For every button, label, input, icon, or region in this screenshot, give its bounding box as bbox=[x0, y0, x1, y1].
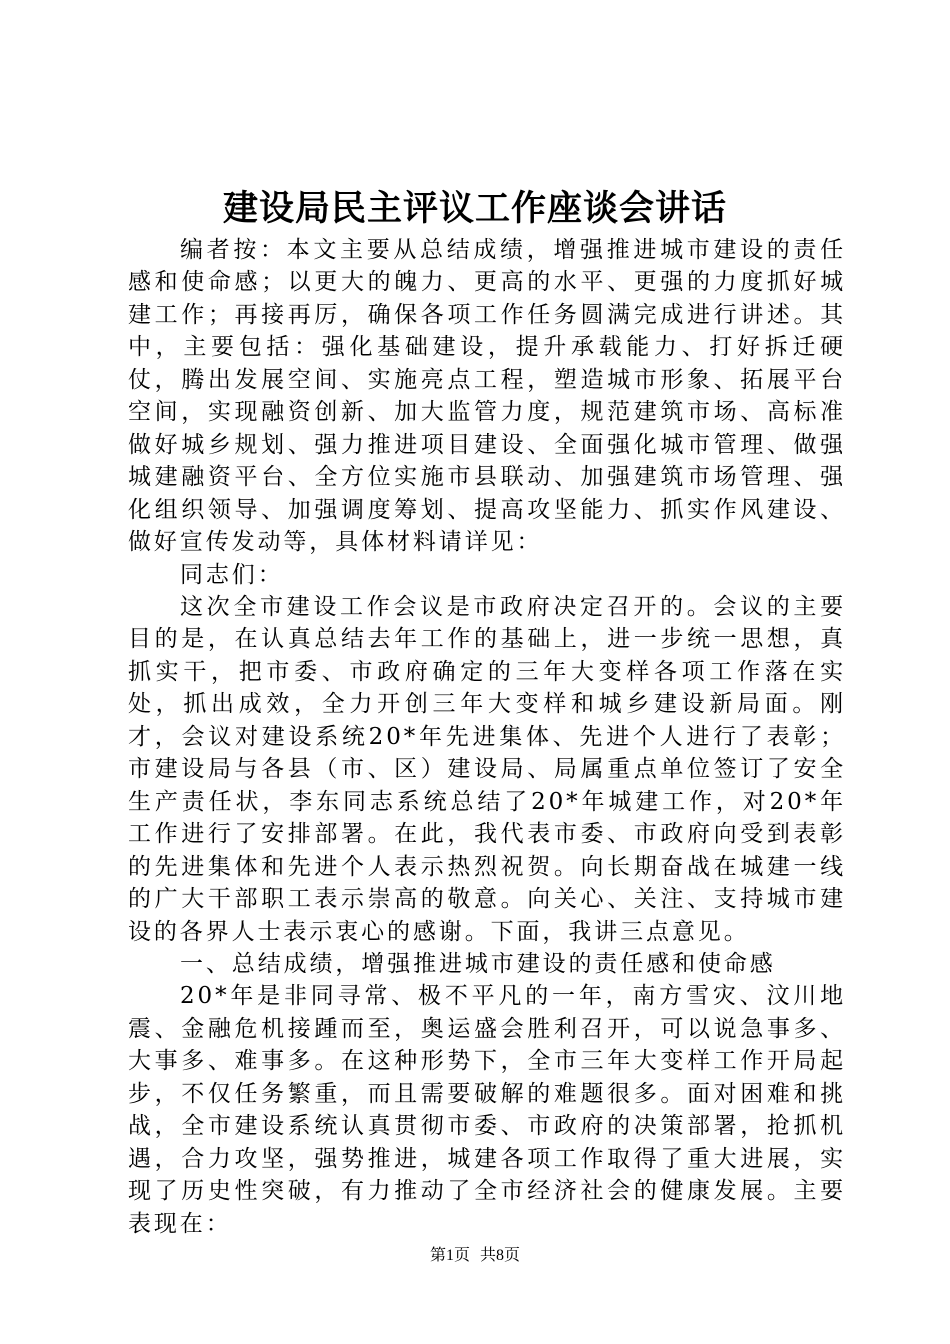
body-paragraph: 20*年是非同寻常、极不平凡的一年，南方雪灾、汶川地震、金融危机接踵而至，奥运盛会胜利召开，可以说急事多、大事多、难事多。在这种形势下，全市三年大变样工作开局起步，不仅任务繁重，而且需要破解的难题很多。面对困难和挑战，全市建设系统认真贯彻市委、市政府的决策部署，抢抓机遇，合力攻坚，强势推进，城建各项工作取得了重大进展，实现了历史性突破，有力推动了全市经济社会的健康发展。主要表现在： bbox=[128, 983, 846, 1237]
document-title: 建设局民主评议工作座谈会讲话 bbox=[222, 188, 727, 229]
salutation-paragraph: 同志们： bbox=[180, 561, 284, 588]
page-footer bbox=[0, 1245, 950, 1267]
page-number: 第1页 bbox=[429, 1247, 470, 1264]
document-body bbox=[128, 234, 846, 1240]
body-paragraph: 这次全市建设工作会议是市政府决定召开的。会议的主要目的是，在认真总结去年工作的基础上，进一步统一思想，真抓实干，把市委、市政府确定的三年大变样各项工作落在实处，抓出成效，全力开创三年大变样和城乡建设新局面。刚才，会议对建设系统20*年先进集体、先进个人进行了表彰；市建设局与各县（市、区）建设局、局属重点单位签订了安全生产责任状，李东同志系统总结了20*年城建工作，对20*年工作进行了安排部署。在此，我代表市委、市政府向受到表彰的先进集体和先进个人表示热烈祝贺。向长期奋战在城建一线的广大干部职工表示崇高的敬意。向关心、关注、支持城市建设的各界人士表示衷心的感谢。下面，我讲三点意见。 bbox=[128, 593, 846, 945]
editor-note-paragraph: 编者按：本文主要从总结成绩，增强推进城市建设的责任感和使命感；以更大的魄力、更高的水平、更强的力度抓好城建工作；再接再厉，确保各项工作任务圆满完成进行讲述。其中，主要包括：强化基础建设，提升承载能力、打好拆迁硬仗，腾出发展空间、实施亮点工程，塑造城市形象、拓展平台空间，实现融资创新、加大监管力度，规范建筑市场、高标准做好城乡规划、强力推进项目建设、全面强化城市管理、做强城建融资平台、全方位实施市县联动、加强建筑市场管理、强化组织领导、加强调度筹划、提高攻坚能力、抓实作风建设、做好宣传发动等，具体材料请详见： bbox=[128, 237, 846, 556]
page-total: 共8页 bbox=[480, 1247, 521, 1264]
section-heading: 一、总结成绩，增强推进城市建设的责任感和使命感 bbox=[180, 950, 776, 977]
